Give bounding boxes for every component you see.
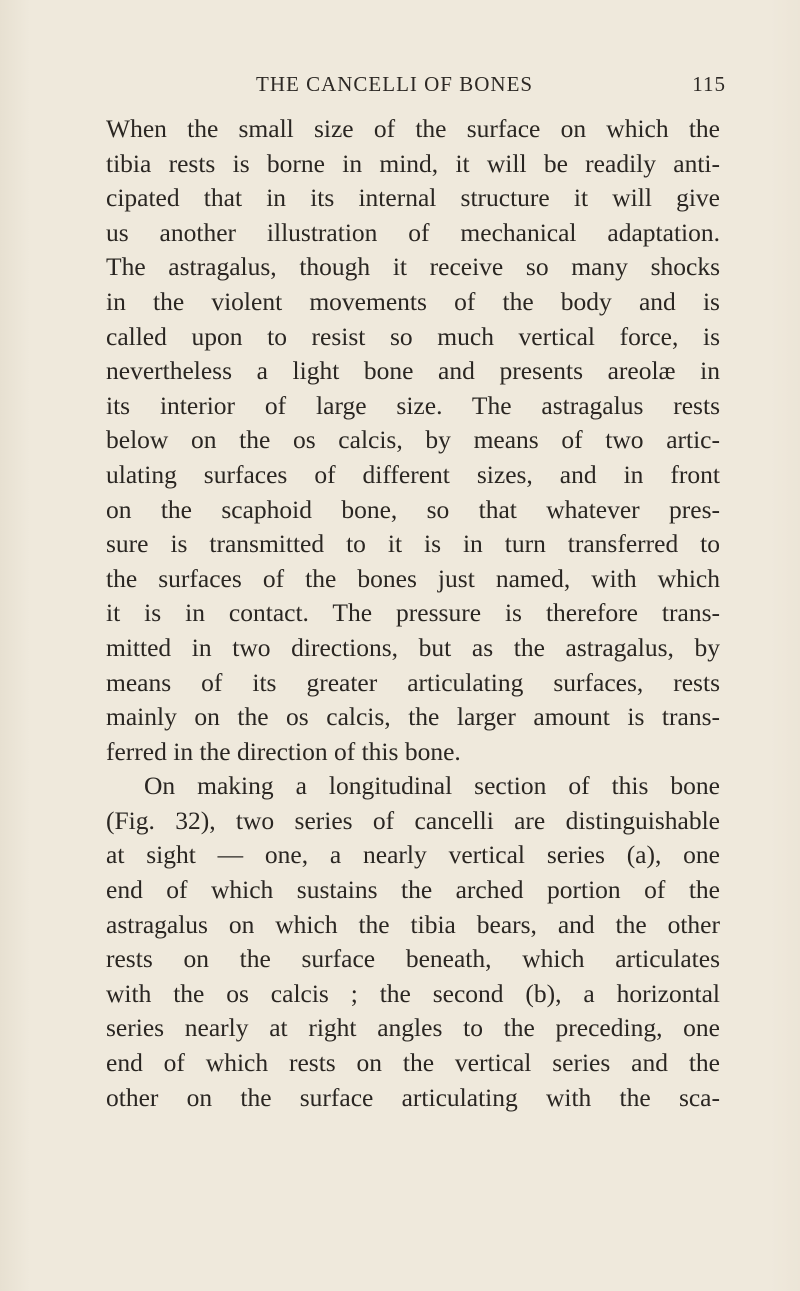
- text-line: below on the os calcis, by means of two artic-: [106, 425, 720, 455]
- text-line: with the os calcis ; the second (b), a horizontal: [106, 978, 720, 1008]
- text-line: rests on the surface beneath, which articulates: [106, 944, 720, 974]
- text-line: (Fig. 32), two series of cancelli are distinguishable: [106, 805, 720, 835]
- page-number: 115: [692, 72, 726, 96]
- text-line: On making a longitudinal section of this bone: [144, 771, 720, 801]
- text-line: When the small size of the surface on which the: [106, 114, 720, 143]
- text-line: ferred in the direction of this bone.: [106, 736, 461, 766]
- text-line: end of which rests on the vertical series and the: [106, 1048, 720, 1078]
- running-head: [106, 72, 726, 104]
- paragraph-2: [106, 769, 720, 1115]
- text-line: sure is transmitted to it is in turn transferred to: [106, 529, 720, 559]
- text-line: us another illustration of mechanical adaptation.: [106, 217, 720, 247]
- text-line: called upon to resist so much vertical force, is: [106, 321, 720, 351]
- text-line: The astragalus, though it receive so many shocks: [106, 252, 720, 282]
- body-text: [106, 112, 720, 1115]
- text-line: cipated that in its internal structure it will give: [106, 183, 720, 213]
- text-line: it is in contact. The pressure is therefore trans-: [106, 598, 720, 628]
- text-line: mainly on the os calcis, the larger amount is trans-: [106, 702, 720, 732]
- text-line: series nearly at right angles to the preceding, one: [106, 1013, 720, 1043]
- text-line: tibia rests is borne in mind, it will be readily anti-: [106, 148, 720, 178]
- text-line: means of its greater articulating surfaces, rests: [106, 667, 720, 697]
- text-line: astragalus on which the tibia bears, and the other: [106, 909, 720, 939]
- text-line: mitted in two directions, but as the astragalus, by: [106, 632, 720, 662]
- text-line: other on the surface articulating with the sca-: [106, 1082, 720, 1112]
- text-line: at sight — one, a nearly vertical series (a), one: [106, 840, 720, 870]
- text-line: the surfaces of the bones just named, with which: [106, 563, 720, 593]
- text-line: in the violent movements of the body and is: [106, 286, 720, 316]
- text-line: nevertheless a light bone and presents areolæ in: [106, 356, 720, 386]
- text-line: its interior of large size. The astragalus rests: [106, 390, 720, 420]
- paragraph-1: [106, 112, 720, 769]
- text-line: end of which sustains the arched portion of the: [106, 875, 720, 905]
- text-line: ulating surfaces of different sizes, and in front: [106, 459, 720, 489]
- running-title: THE CANCELLI OF BONES: [256, 72, 534, 96]
- text-line: on the scaphoid bone, so that whatever pres-: [106, 494, 720, 524]
